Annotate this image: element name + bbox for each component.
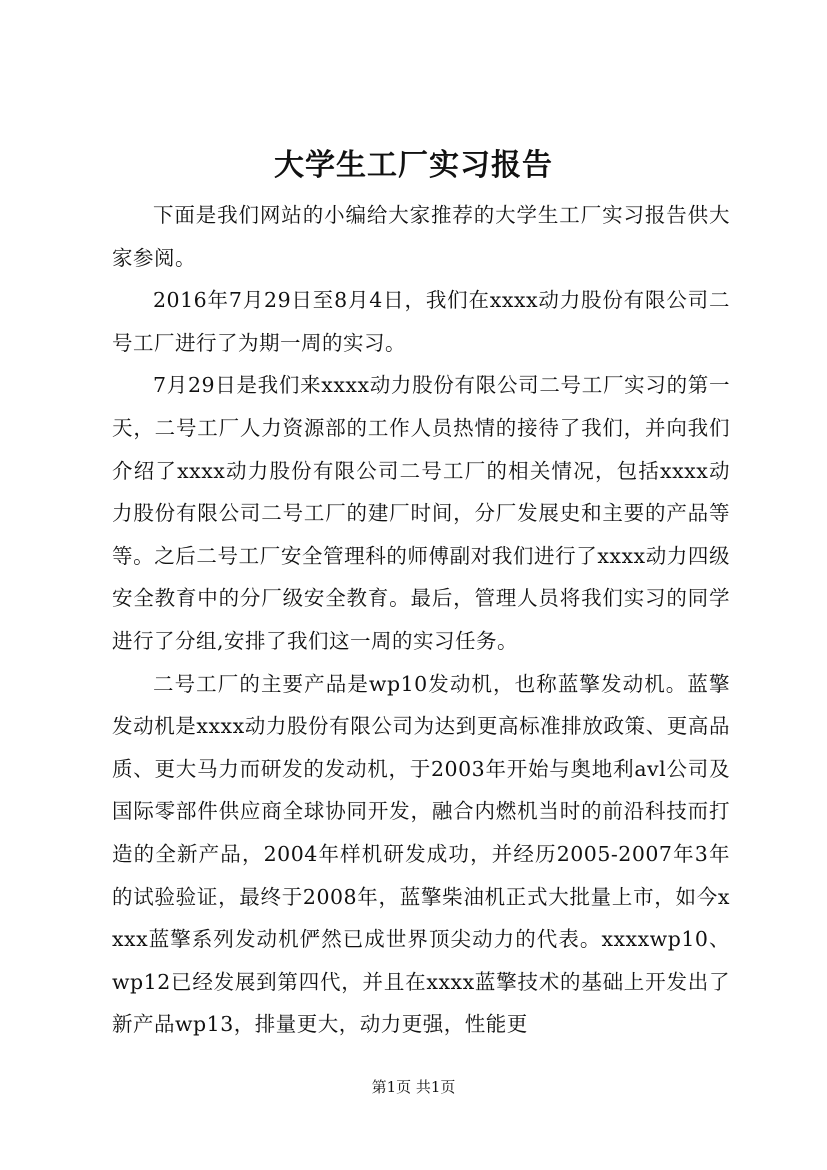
page-footer: 第1页 共1页	[371, 1078, 456, 1096]
document-body	[112, 194, 730, 1046]
paragraph-product: 二号工厂的主要产品是wp10发动机，也称蓝擎发动机。蓝擎发动机是xxxx动力股份有限公司为达到更高标准排放政策、更高品质、更大马力而研发的发动机，于2003年开始与奥地利avl公司及国际零部件供应商全球协同开发，融合内燃机当时的前沿科技而打造的全新产品，2004年样机研发成功，并经历2005-2007年3年的试验验证，最终于2008年，蓝擎柴油机正式大批量上市，如今xxxx蓝擎系列发动机俨然已成世界顶尖动力的代表。xxxxwp10、wp12已经发展到第四代，并且在xxxx蓝擎技术的基础上开发出了新产品wp13，排量更大，动力更强，性能更	[112, 671, 730, 1037]
document-title: 大学生工厂实习报告	[274, 148, 553, 183]
paragraph-intro: 下面是我们网站的小编给大家推荐的大学生工厂实习报告供大家参阅。	[112, 203, 730, 270]
paragraph-dates: 2016年7月29日至8月4日，我们在xxxx动力股份有限公司二号工厂进行了为期一周的实习。	[112, 288, 730, 355]
paragraph-first-day: 7月29日是我们来xxxx动力股份有限公司二号工厂实习的第一天，二号工厂人力资源部的工作人员热情的接待了我们，并向我们介绍了xxxx动力股份有限公司二号工厂的相关情况，包括xxxx动力股份有限公司二号工厂的建厂时间，分厂发展史和主要的产品等等。之后二号工厂安全管理科的师傅副对我们进行了xxxx动力四级安全教育中的分厂级安全教育。最后，管理人员将我们实习的同学进行了分组,安排了我们这一周的实习任务。	[112, 373, 730, 653]
